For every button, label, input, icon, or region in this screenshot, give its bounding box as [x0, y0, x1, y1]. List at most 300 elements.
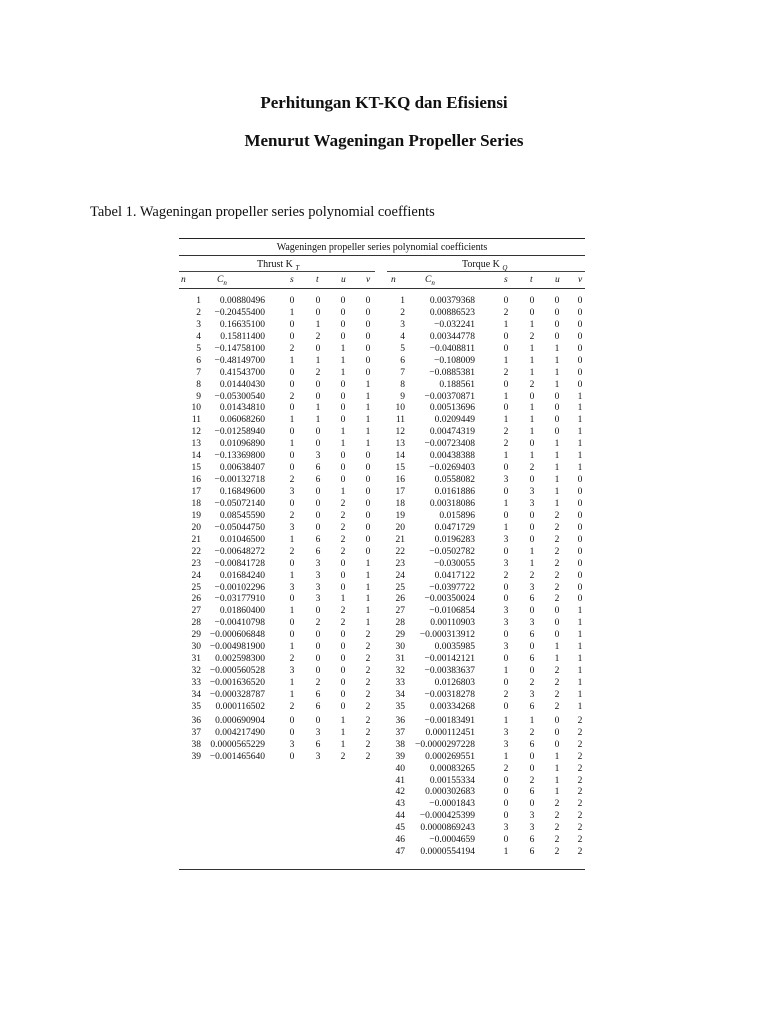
thrust-cell-v: 0: [365, 534, 371, 545]
thrust-cell-t: 0: [315, 379, 321, 390]
torque-cell-s: 1: [503, 319, 509, 330]
torque-cell-cn: 0.0558082: [434, 475, 475, 486]
torque-cell-n: 44: [395, 811, 405, 822]
torque-cell-u: 2: [554, 678, 560, 688]
torque-cell-v: 1: [577, 654, 583, 665]
thrust-cell-n: 35: [191, 701, 201, 712]
torque-cell-v: 1: [577, 606, 583, 617]
thrust-cell-v: 2: [365, 630, 371, 641]
thrust-cell-u: 0: [340, 689, 346, 700]
torque-cell-v: 1: [577, 666, 583, 677]
thrust-cell-u: 1: [340, 367, 346, 378]
thrust-cell-t: 0: [315, 630, 321, 641]
thrust-cell-s: 1: [289, 642, 295, 653]
thrust-cell-t: 2: [315, 331, 321, 342]
thrust-cell-s: 2: [289, 475, 295, 486]
torque-cell-u: 0: [554, 391, 560, 402]
thrust-cell-t: 0: [315, 439, 321, 450]
torque-cell-t: 0: [529, 666, 535, 677]
thrust-cell-u: 1: [340, 727, 346, 738]
thrust-cell-v: 1: [365, 415, 371, 426]
torque-cell-t: 0: [529, 751, 535, 762]
torque-cell-t: 2: [529, 331, 535, 342]
torque-col-header-t: t: [530, 275, 533, 285]
torque-cell-t: 3: [529, 811, 535, 822]
torque-cell-s: 1: [503, 451, 509, 462]
page-subtitle: Menurut Wageningan Propeller Series: [244, 131, 524, 150]
thrust-cell-t: 3: [315, 570, 321, 581]
thrust-cell-n: 10: [191, 403, 201, 414]
torque-cell-cn: 0.0196283: [434, 534, 475, 545]
thrust-cell-s: 2: [289, 510, 295, 521]
thrust-cell-v: 0: [365, 475, 371, 486]
torque-cell-u: 1: [554, 343, 560, 354]
thrust-cell-cn: 0.16635100: [219, 319, 265, 330]
torque-cell-t: 0: [529, 522, 535, 533]
torque-cell-s: 1: [503, 355, 509, 366]
thrust-cell-cn: −0.00648272: [214, 546, 265, 557]
thrust-cell-v: 2: [365, 642, 371, 653]
thrust-cell-s: 0: [289, 451, 295, 462]
torque-cell-t: 1: [529, 451, 535, 462]
torque-cell-v: 1: [577, 427, 583, 438]
torque-cell-s: 3: [503, 558, 509, 569]
thrust-col-s: [287, 296, 297, 764]
thrust-cell-s: 1: [289, 307, 295, 318]
torque-cell-s: 1: [503, 391, 509, 402]
thrust-cell-t: 2: [315, 678, 321, 688]
thrust-cell-t: 3: [315, 582, 321, 593]
torque-cell-s: 2: [503, 427, 509, 438]
thrust-cell-s: 1: [289, 678, 295, 688]
thrust-cell-n: 12: [191, 427, 201, 438]
thrust-cell-cn: 0.01684240: [219, 570, 265, 581]
torque-cell-u: 0: [554, 331, 560, 342]
thrust-cell-n: 16: [191, 475, 201, 486]
torque-cell-n: 25: [395, 582, 405, 593]
torque-cell-u: 2: [554, 522, 560, 533]
thrust-cell-v: 2: [365, 678, 371, 688]
thrust-cell-u: 0: [340, 296, 346, 306]
thrust-cell-u: 0: [340, 451, 346, 462]
page-title: Perhitungan KT-KQ dan Efisiensi: [260, 93, 508, 112]
torque-cell-cn: −0.032241: [434, 319, 475, 330]
torque-cell-cn: −0.0397722: [429, 582, 475, 593]
torque-cell-cn: −0.108009: [434, 355, 475, 366]
coefficients-table: [179, 238, 585, 870]
torque-cell-s: 0: [503, 296, 509, 306]
table-title: Wageningen propeller series polynomial coefficients: [276, 242, 488, 253]
torque-cell-n: 6: [400, 355, 405, 366]
thrust-cell-n: 5: [196, 343, 201, 354]
torque-cell-v: 1: [577, 701, 583, 712]
thrust-cell-n: 4: [196, 331, 201, 342]
torque-cell-n: 45: [395, 823, 405, 834]
thrust-cell-n: 29: [191, 630, 201, 641]
torque-cell-n: 27: [395, 606, 405, 617]
torque-cell-v: 0: [577, 582, 583, 593]
torque-cell-t: 0: [529, 475, 535, 486]
thrust-cell-v: 0: [365, 451, 371, 462]
torque-cell-cn: −0.000425399: [419, 811, 475, 822]
thrust-cell-v: 1: [365, 582, 371, 593]
torque-cell-u: 2: [554, 582, 560, 593]
torque-cell-v: 2: [577, 763, 583, 774]
torque-cell-n: 39: [395, 751, 405, 762]
torque-cell-s: 3: [503, 475, 509, 486]
thrust-cell-t: 0: [315, 654, 321, 665]
torque-cell-t: 3: [529, 689, 535, 700]
torque-cell-s: 3: [503, 618, 509, 629]
thrust-cell-u: 0: [340, 666, 346, 677]
thrust-cell-u: 0: [340, 391, 346, 402]
torque-cell-t: 0: [529, 534, 535, 545]
torque-cell-u: 1: [554, 475, 560, 486]
torque-cell-u: 2: [554, 594, 560, 605]
torque-cell-n: 40: [395, 763, 405, 774]
torque-cell-cn: 0.00438388: [429, 451, 475, 462]
torque-cell-v: 0: [577, 296, 583, 306]
torque-cell-v: 2: [577, 811, 583, 822]
torque-cell-t: 6: [529, 594, 535, 605]
torque-header-sub: Q: [502, 264, 508, 272]
torque-cell-t: 1: [529, 546, 535, 557]
thrust-cell-cn: 0.00880496: [219, 296, 265, 306]
thrust-cell-n: 8: [196, 379, 201, 390]
torque-cell-t: 1: [529, 319, 535, 330]
torque-cell-cn: 0.00886523: [429, 307, 475, 318]
torque-cell-s: 0: [503, 403, 509, 414]
torque-cell-v: 2: [577, 739, 583, 750]
thrust-cell-t: 1: [315, 403, 321, 414]
thrust-group-rule: [179, 271, 375, 272]
thrust-cell-t: 1: [315, 319, 321, 330]
torque-cell-n: 15: [395, 463, 405, 474]
torque-cell-t: 0: [529, 799, 535, 810]
torque-cell-cn: 0.0471729: [434, 522, 475, 533]
torque-cell-s: 2: [503, 763, 509, 774]
thrust-cell-t: 0: [315, 715, 321, 726]
torque-cell-s: 3: [503, 642, 509, 653]
torque-cell-n: 37: [395, 727, 405, 738]
thrust-cell-cn: 0.01434810: [219, 403, 265, 414]
torque-cell-cn: 0.00110903: [430, 618, 475, 629]
thrust-cell-v: 0: [365, 510, 371, 521]
torque-cell-s: 0: [503, 678, 509, 688]
torque-cell-cn: 0.000302683: [425, 787, 475, 798]
torque-cell-v: 2: [577, 823, 583, 834]
thrust-cell-v: 0: [365, 498, 371, 509]
torque-cell-s: 2: [503, 689, 509, 700]
thrust-cell-n: 6: [196, 355, 201, 366]
torque-cell-s: 3: [503, 534, 509, 545]
thrust-cell-v: 0: [365, 296, 371, 306]
thrust-cell-s: 3: [289, 487, 295, 497]
torque-col-header-c: $C_n$: [425, 275, 435, 287]
torque-cell-cn: −0.00350024: [424, 594, 475, 605]
thrust-cell-v: 1: [365, 403, 371, 414]
torque-cell-n: 19: [395, 510, 405, 521]
torque-cell-u: 2: [554, 510, 560, 521]
torque-cell-s: 1: [503, 751, 509, 762]
thrust-cell-v: 1: [365, 558, 371, 569]
thrust-cell-t: 6: [315, 475, 321, 486]
torque-cell-v: 0: [577, 379, 583, 390]
torque-cell-s: 1: [503, 847, 509, 858]
thrust-cell-n: 33: [191, 678, 201, 688]
torque-col-v: [575, 296, 585, 859]
thrust-cell-cn: 0.16849600: [219, 487, 265, 497]
thrust-cell-t: 6: [315, 463, 321, 474]
thrust-cell-u: 0: [340, 558, 346, 569]
thrust-cell-cn: −0.48149700: [214, 355, 265, 366]
torque-cell-n: 8: [400, 379, 405, 390]
torque-cell-s: 0: [503, 835, 509, 846]
thrust-cell-v: 0: [365, 367, 371, 378]
torque-cell-t: 1: [529, 415, 535, 426]
thrust-cell-u: 2: [340, 606, 346, 617]
thrust-col-header-s: s: [290, 275, 294, 285]
torque-cell-s: 2: [503, 307, 509, 318]
thrust-cell-u: 1: [340, 355, 346, 366]
torque-cell-s: 0: [503, 799, 509, 810]
thrust-cell-n: 36: [191, 715, 201, 726]
thrust-cell-s: 0: [289, 727, 295, 738]
torque-cell-t: 6: [529, 835, 535, 846]
torque-cell-u: 2: [554, 701, 560, 712]
thrust-header-sub: T: [295, 264, 300, 272]
torque-cell-cn: 0.0035985: [434, 642, 475, 653]
thrust-col-header-t: t: [316, 275, 319, 285]
torque-cell-u: 0: [554, 427, 560, 438]
torque-cell-cn: 0.00474319: [429, 427, 475, 438]
thrust-cell-n: 11: [191, 415, 201, 426]
thrust-cell-cn: −0.00132718: [214, 475, 265, 486]
torque-cell-n: 18: [395, 498, 405, 509]
thrust-cell-n: 22: [191, 546, 201, 557]
torque-col-header-n: n: [391, 275, 396, 285]
thrust-cell-u: 0: [340, 307, 346, 318]
thrust-cell-t: 2: [315, 367, 321, 378]
torque-cell-s: 1: [503, 666, 509, 677]
torque-cell-u: 0: [554, 415, 560, 426]
thrust-cell-cn: −0.000560528: [209, 666, 265, 677]
table-caption: Tabel 1. Wageningan propeller series polynomial coeffients: [90, 204, 435, 220]
thrust-cell-v: 2: [365, 701, 371, 712]
torque-cell-v: 0: [577, 343, 583, 354]
thrust-cell-n: 20: [191, 522, 201, 533]
thrust-cell-t: 0: [315, 606, 321, 617]
thrust-cell-v: 0: [365, 546, 371, 557]
torque-cell-v: 1: [577, 463, 583, 474]
header-bottom-rule: [179, 288, 585, 289]
thrust-cell-u: 1: [340, 487, 346, 497]
torque-cell-t: 0: [529, 510, 535, 521]
torque-cell-cn: 0.00155334: [429, 775, 475, 786]
thrust-cell-cn: −0.05300540: [214, 391, 265, 402]
torque-cell-u: 0: [554, 715, 560, 726]
torque-cell-u: 2: [554, 799, 560, 810]
torque-cell-v: 0: [577, 331, 583, 342]
thrust-cell-v: 1: [365, 594, 371, 605]
torque-cell-s: 1: [503, 415, 509, 426]
torque-cell-n: 24: [395, 570, 405, 581]
torque-cell-v: 0: [577, 307, 583, 318]
torque-cell-u: 1: [554, 654, 560, 665]
torque-cell-cn: −0.0408811: [429, 343, 475, 354]
torque-cell-u: 2: [554, 666, 560, 677]
torque-cell-v: 0: [577, 367, 583, 378]
thrust-cell-t: 0: [315, 498, 321, 509]
torque-cell-s: 0: [503, 775, 509, 786]
group-header-row: [179, 256, 585, 273]
thrust-cell-u: 2: [340, 498, 346, 509]
torque-cell-s: 3: [503, 606, 509, 617]
thrust-cell-n: 37: [191, 727, 201, 738]
torque-cell-n: 21: [395, 534, 405, 545]
thrust-cell-cn: −0.01258940: [214, 427, 265, 438]
torque-cell-t: 3: [529, 582, 535, 593]
torque-col-u: [552, 296, 562, 859]
thrust-cell-v: 0: [365, 487, 371, 497]
torque-cell-t: 3: [529, 823, 535, 834]
torque-cell-s: 3: [503, 739, 509, 750]
torque-cell-u: 0: [554, 606, 560, 617]
torque-cell-s: 3: [503, 823, 509, 834]
torque-cell-u: 2: [554, 823, 560, 834]
thrust-cell-v: 1: [365, 618, 371, 629]
torque-cell-n: 42: [395, 787, 405, 798]
thrust-cell-t: 0: [315, 296, 321, 306]
torque-cell-n: 43: [395, 799, 405, 810]
torque-cell-v: 2: [577, 787, 583, 798]
thrust-cell-v: 0: [365, 355, 371, 366]
thrust-cell-t: 3: [315, 594, 321, 605]
torque-cell-v: 0: [577, 534, 583, 545]
thrust-cell-s: 1: [289, 570, 295, 581]
thrust-cell-cn: −0.05044750: [214, 522, 265, 533]
torque-cell-t: 0: [529, 606, 535, 617]
torque-cell-t: 1: [529, 427, 535, 438]
torque-cell-u: 0: [554, 630, 560, 641]
thrust-cell-n: 39: [191, 751, 201, 762]
torque-cell-n: 31: [395, 654, 405, 665]
thrust-cell-s: 3: [289, 739, 295, 750]
thrust-cell-u: 0: [340, 415, 346, 426]
torque-cell-u: 2: [554, 558, 560, 569]
thrust-cell-v: 2: [365, 654, 371, 665]
torque-cell-s: 0: [503, 701, 509, 712]
torque-cell-n: 22: [395, 546, 405, 557]
table-bottom-rule: [179, 869, 585, 870]
torque-cell-u: 2: [554, 546, 560, 557]
thrust-cell-cn: 0.0000565229: [210, 739, 265, 750]
thrust-cell-v: 0: [365, 331, 371, 342]
torque-cell-n: 11: [395, 415, 405, 426]
thrust-cell-v: 0: [365, 307, 371, 318]
torque-cell-u: 2: [554, 811, 560, 822]
thrust-cell-cn: −0.000328787: [209, 689, 265, 700]
thrust-cell-v: 0: [365, 522, 371, 533]
torque-cell-u: 1: [554, 751, 560, 762]
thrust-cell-s: 0: [289, 594, 295, 605]
torque-cell-v: 1: [577, 451, 583, 462]
torque-cell-n: 47: [395, 847, 405, 858]
torque-cell-v: 0: [577, 594, 583, 605]
thrust-cell-v: 0: [365, 319, 371, 330]
thrust-cell-s: 1: [289, 606, 295, 617]
torque-cell-s: 1: [503, 498, 509, 509]
torque-col-header-u: u: [555, 275, 560, 285]
torque-col-header-v: v: [578, 275, 583, 285]
thrust-col-header-c: $C_n$: [217, 275, 227, 287]
thrust-col-v: [363, 296, 373, 764]
thrust-cell-v: 0: [365, 463, 371, 474]
torque-cell-n: 1: [400, 296, 405, 306]
torque-cell-s: 2: [503, 367, 509, 378]
torque-cell-t: 3: [529, 487, 535, 497]
thrust-cell-n: 32: [191, 666, 201, 677]
torque-cell-t: 0: [529, 307, 535, 318]
thrust-cell-n: 1: [196, 296, 201, 306]
torque-cell-cn: 0.0417122: [434, 570, 475, 581]
thrust-cell-s: 0: [289, 319, 295, 330]
torque-cell-v: 1: [577, 439, 583, 450]
thrust-cell-u: 1: [340, 439, 346, 450]
thrust-col-cn: [203, 296, 265, 764]
torque-cell-n: 5: [400, 343, 405, 354]
torque-cell-cn: 0.0126803: [434, 678, 475, 688]
torque-cell-t: 2: [529, 379, 535, 390]
torque-cell-t: 1: [529, 343, 535, 354]
thrust-cell-t: 6: [315, 546, 321, 557]
torque-cell-cn: 0.00334268: [429, 701, 475, 712]
thrust-cell-s: 0: [289, 427, 295, 438]
torque-cell-u: 1: [554, 498, 560, 509]
torque-cell-s: 0: [503, 379, 509, 390]
torque-cell-n: 28: [395, 618, 405, 629]
thrust-cell-t: 6: [315, 689, 321, 700]
thrust-cell-t: 3: [315, 558, 321, 569]
torque-cell-n: 16: [395, 475, 405, 486]
thrust-cell-cn: 0.004217490: [215, 727, 265, 738]
thrust-cell-u: 1: [340, 343, 346, 354]
thrust-cell-cn: −0.000606848: [209, 630, 265, 641]
thrust-cell-n: 17: [191, 487, 201, 497]
torque-cell-n: 9: [400, 391, 405, 402]
torque-cell-v: 2: [577, 751, 583, 762]
thrust-cell-s: 1: [289, 534, 295, 545]
torque-cell-cn: −0.000313912: [419, 630, 475, 641]
thrust-cell-v: 1: [365, 427, 371, 438]
thrust-cell-n: 27: [191, 606, 201, 617]
thrust-cell-u: 0: [340, 319, 346, 330]
torque-cell-u: 1: [554, 367, 560, 378]
torque-cell-s: 0: [503, 582, 509, 593]
thrust-cell-cn: 0.08545590: [219, 510, 265, 521]
thrust-cell-n: 25: [191, 582, 201, 593]
thrust-col-n: [181, 296, 201, 764]
thrust-cell-cn: 0.06068260: [219, 415, 265, 426]
torque-cell-s: 0: [503, 343, 509, 354]
thrust-cell-s: 0: [289, 715, 295, 726]
torque-cell-s: 0: [503, 811, 509, 822]
thrust-cell-u: 0: [340, 570, 346, 581]
torque-cell-s: 0: [503, 654, 509, 665]
torque-cell-s: 0: [503, 594, 509, 605]
torque-col-header-s: s: [504, 275, 508, 285]
thrust-cell-t: 6: [315, 701, 321, 712]
